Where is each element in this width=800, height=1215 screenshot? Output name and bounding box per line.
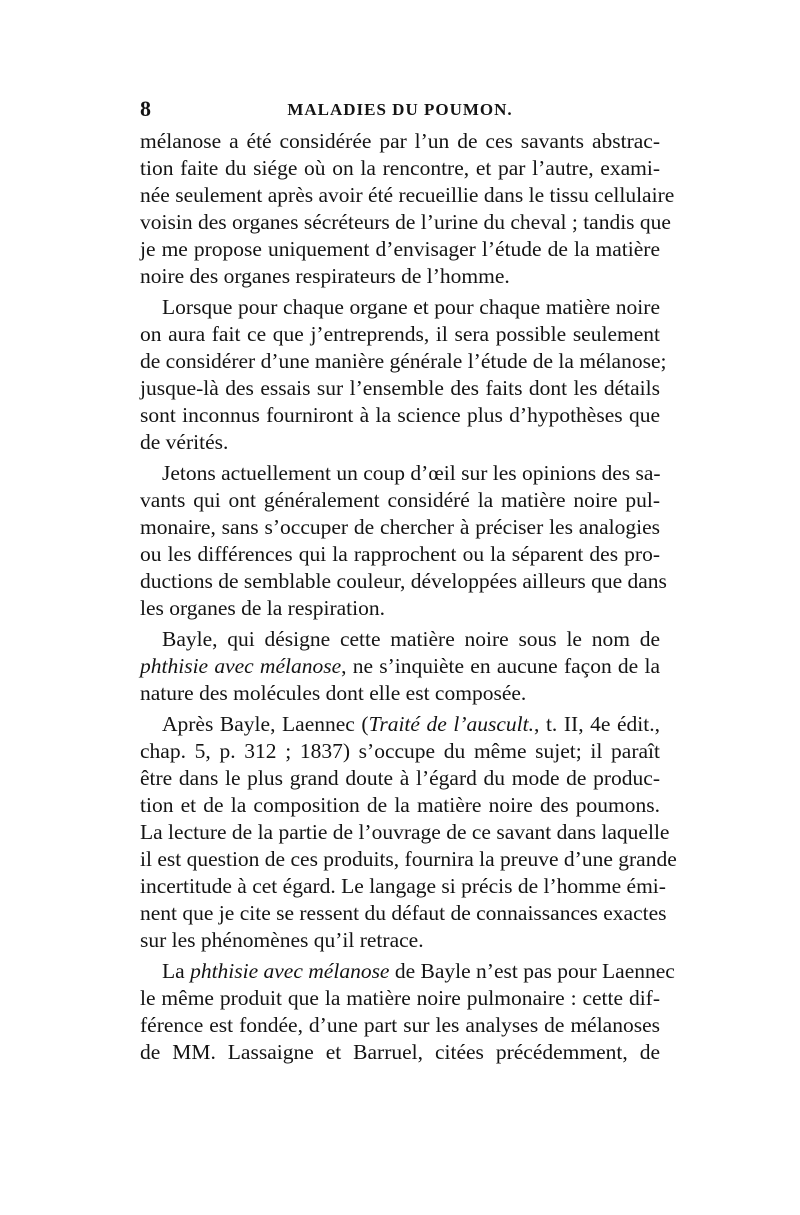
text-line: sont inconnus fourniront à la science plus d’hypothèses que xyxy=(140,403,660,427)
text-line: Bayle, qui désigne cette matière noire sous le nom de xyxy=(162,627,660,651)
text-line: de considérer d’une manière générale l’étude de la mélanose; xyxy=(140,349,667,373)
text-line: sur les phénomènes qu’il retrace. xyxy=(140,928,424,952)
text-line: ou les différences qui la rapprochent ou la séparent des pro- xyxy=(140,542,660,566)
text-line: La phthisie avec mélanose de Bayle n’est pas pour Laennec xyxy=(162,959,675,983)
text-line: de MM. Lassaigne et Barruel, citées précédemment, de xyxy=(140,1040,660,1064)
text-line: il est question de ces produits, fournira la preuve d’une grande xyxy=(140,847,677,871)
text-line: nature des molécules dont elle est composée. xyxy=(140,681,527,705)
running-head: MALADIES DU POUMON. xyxy=(287,100,513,119)
text-line: tion et de la composition de la matière noire des poumons. xyxy=(140,793,660,817)
paragraph xyxy=(140,626,660,707)
text-line: de vérités. xyxy=(140,430,229,454)
text-line: phthisie avec mélanose, ne s’inquiète en aucune façon de la xyxy=(140,654,660,678)
paragraph xyxy=(140,711,677,954)
text-line: monaire, sans s’occuper de chercher à préciser les analogies xyxy=(140,515,660,539)
text-line: Après Bayle, Laennec (Traité de l’auscult., t. II, 4e édit., xyxy=(162,712,660,736)
page-number: 8 xyxy=(140,96,151,121)
text-line: ductions de semblable couleur, développées ailleurs que dans xyxy=(140,569,667,593)
text-line: les organes de la respiration. xyxy=(140,596,385,620)
page-header xyxy=(140,96,660,126)
text-line: Jetons actuellement un coup d’œil sur les opinions des sa- xyxy=(162,461,661,485)
paragraph xyxy=(140,460,667,622)
body-text xyxy=(140,128,677,1070)
text-line: férence est fondée, d’une part sur les analyses de mélanoses xyxy=(140,1013,660,1037)
text-line: chap. 5, p. 312 ; 1837) s’occupe du même sujet; il paraît xyxy=(140,739,660,763)
text-line: incertitude à cet égard. Le langage si précis de l’homme émi- xyxy=(140,874,666,898)
text-line: noire des organes respirateurs de l’homme. xyxy=(140,264,510,288)
text-line: mélanose a été considérée par l’un de ces savants abstrac- xyxy=(140,129,660,153)
text-line: née seulement après avoir été recueillie dans le tissu cellulaire xyxy=(140,183,675,207)
text-line: jusque-là des essais sur l’ensemble des faits dont les détails xyxy=(140,376,660,400)
italic-term: phthisie avec mélanose xyxy=(190,959,390,983)
paragraph xyxy=(140,128,675,290)
text-line: La lecture de la partie de l’ouvrage de ce savant dans laquelle xyxy=(140,820,670,844)
paragraph xyxy=(140,958,675,1066)
text-line: voisin des organes sécréteurs de l’urine du cheval ; tandis que xyxy=(140,210,671,234)
italic-term: phthisie avec mélanose xyxy=(140,654,342,678)
paragraph xyxy=(140,294,667,456)
text-line: le même produit que la matière noire pulmonaire : cette dif- xyxy=(140,986,660,1010)
text-line: Lorsque pour chaque organe et pour chaque matière noire xyxy=(162,295,660,319)
text-line: nent que je cite se ressent du défaut de connaissances exactes xyxy=(140,901,667,925)
text-line: on aura fait ce que j’entreprends, il sera possible seulement xyxy=(140,322,660,346)
italic-term: Traité de l’auscult. xyxy=(368,712,534,736)
text-line: je me propose uniquement d’envisager l’étude de la matière xyxy=(140,237,660,261)
text-line: tion faite du siége où on la rencontre, et par l’autre, exami- xyxy=(140,156,660,180)
text-line: vants qui ont généralement considéré la matière noire pul- xyxy=(140,488,660,512)
text-line: être dans le plus grand doute à l’égard du mode de produc- xyxy=(140,766,660,790)
